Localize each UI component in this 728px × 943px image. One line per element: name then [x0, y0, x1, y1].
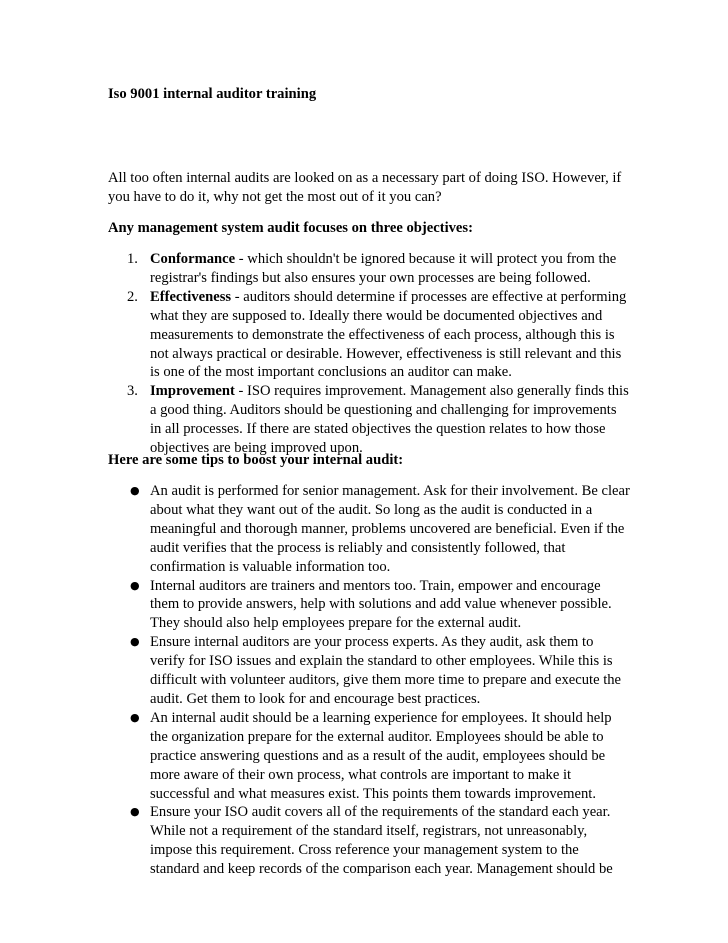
- bullet-icon: ●: [130, 805, 140, 819]
- tip-item: [108, 577, 628, 634]
- tip-line: While not a requirement of the standard itself, registrars, not unreasonably,: [150, 823, 588, 840]
- objective-text: - ISO requires improvement. Management also generally finds this: [234, 383, 629, 400]
- objectives-list: [108, 250, 628, 458]
- objective-term: Conformance: [150, 251, 236, 267]
- intro-line: you have to do it, why not get the most out of it you can?: [108, 188, 442, 205]
- bullet-icon: ●: [130, 578, 140, 592]
- intro-paragraph: [108, 169, 628, 207]
- tip-line: Ensure internal auditors are your process experts. As they audit, ask them to: [150, 634, 594, 651]
- tip-line: verify for ISO issues and explain the standard to other employees. While this is: [150, 653, 613, 670]
- tip-line: successful and what measures exist. This points them towards improvement.: [150, 785, 596, 802]
- bullet-icon: ●: [130, 635, 140, 649]
- tips-heading: Here are some tips to boost your internal audit:: [108, 452, 404, 468]
- objective-line: is one of the most important conclusions an auditor can make.: [150, 364, 512, 381]
- objective-line: what they are supposed to. Ideally there would be documented objectives and: [150, 307, 603, 324]
- tip-line: standard and keep records of the comparison each year. Management should be: [150, 861, 613, 878]
- objective-number: 3.: [127, 383, 138, 400]
- tip-line: practice answering questions and as a result of the audit, employees should be: [150, 747, 606, 764]
- tip-line: about what they want out of the audit. So long as the audit is conducted in a: [150, 501, 593, 518]
- objective-line: objectives are being improved upon.: [150, 440, 363, 457]
- bullet-icon: ●: [130, 710, 140, 724]
- tip-line: Internal auditors are trainers and mentors too. Train, empower and encourage: [150, 577, 601, 594]
- objective-line: [150, 382, 628, 401]
- objective-line: registrar's findings but also ensures your own processes are being followed.: [150, 269, 591, 286]
- objective-text: - auditors should determine if processes are effective at performing: [231, 288, 627, 305]
- tip-line: meaningful and thorough manner, problems uncovered are beneficial. Even if the: [150, 520, 625, 537]
- bullet-icon: ●: [130, 484, 140, 497]
- objective-line: a good thing. Auditors should be questioning and challenging for improvements: [150, 402, 617, 419]
- objective-term: Effectiveness: [150, 288, 232, 305]
- objective-line: [150, 288, 628, 307]
- objective-item: [108, 250, 628, 288]
- tip-item: [108, 482, 628, 577]
- tip-line: confirmation is valuable information too.: [150, 558, 391, 575]
- intro-line: All too often internal audits are looked on as a necessary part of doing ISO. However, if: [108, 170, 622, 186]
- objective-line: [150, 250, 628, 269]
- objective-item: [108, 382, 628, 458]
- tip-line: difficult with volunteer auditors, give them more time to prepare and execute the: [150, 672, 622, 689]
- tip-line: impose this requirement. Cross reference your management system to the: [150, 842, 579, 859]
- objective-text: - which shouldn't be ignored because it will protect you from the: [235, 251, 617, 267]
- objective-line: not always practical or desirable. However, effectiveness is still relevant and this: [150, 345, 622, 362]
- tip-line: audit verifies that the process is reliably and consistently followed, that: [150, 539, 566, 556]
- objective-line: measurements to demonstrate the effectiveness of each process, although this is: [150, 326, 615, 343]
- tip-line: Ensure your ISO audit covers all of the requirements of the standard each year.: [150, 804, 611, 821]
- tip-line: them to provide answers, help with solutions and add value whenever possible.: [150, 596, 612, 613]
- tip-line: more aware of their own process, what controls are important to make it: [150, 766, 572, 783]
- objective-line: in all processes. If there are stated objectives the question relates to how those: [150, 421, 606, 438]
- tip-line: audit. Get them to look for and encourage best practices.: [150, 690, 481, 707]
- tip-line: An audit is performed for senior management. Ask for their involvement. Be clear: [150, 483, 630, 499]
- tip-line: An internal audit should be a learning experience for employees. It should help: [150, 709, 612, 726]
- objective-term: Improvement: [150, 383, 235, 400]
- objectives-heading: Any management system audit focuses on three objectives:: [108, 220, 473, 236]
- objective-number: 2.: [127, 288, 138, 305]
- tip-item: [108, 633, 628, 709]
- tips-list: [108, 482, 628, 879]
- tip-line: the organization prepare for the external auditor. Employees should be able to: [150, 728, 604, 745]
- tip-item: [108, 709, 628, 804]
- tip-item: [108, 803, 628, 879]
- objective-number: 1.: [127, 251, 138, 267]
- tip-line: They should also help employees prepare for the external audit.: [150, 615, 522, 632]
- document-title: Iso 9001 internal auditor training: [108, 86, 317, 102]
- objective-item: [108, 288, 628, 383]
